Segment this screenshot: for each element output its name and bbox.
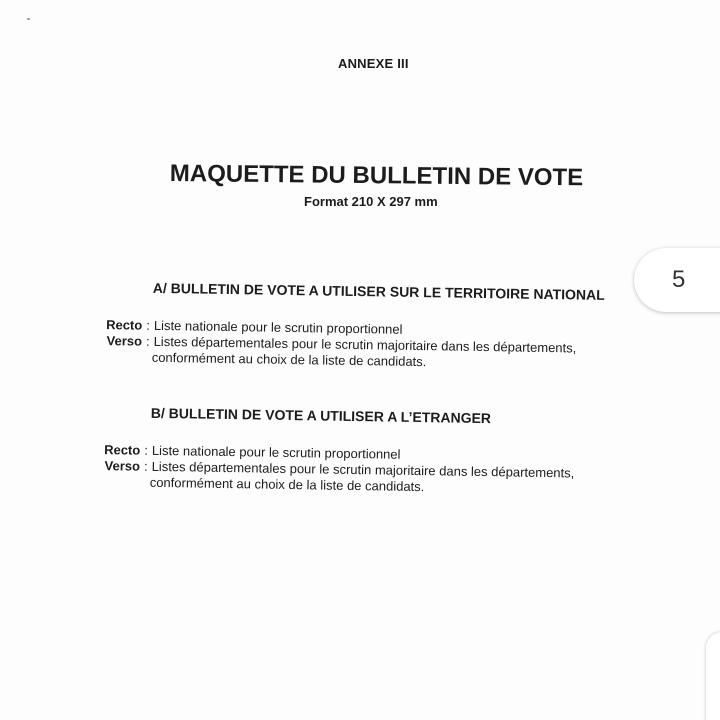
verso-text: Listes départementales pour le scrutin majoritaire dans les départements, [151,458,575,481]
separator: : [143,458,148,474]
page-number-badge[interactable] [634,248,720,312]
document-title: MAQUETTE DU BULLETIN DE VOTE [169,160,584,192]
document-subtitle: Format 210 X 297 mm [304,194,438,209]
section-heading: B/ BULLETIN DE VOTE A UTILISER A L’ETRANGER [150,404,492,427]
viewer-corner-control[interactable] [706,632,720,720]
verso-label: Verso [106,333,143,349]
page-number: 5 [672,266,686,293]
verso-text-continued: conformément au choix de la liste de candidats. [149,474,425,495]
verso-text-continued: conformément au choix de la liste de candidats. [151,349,427,370]
separator: : [146,317,151,333]
annex-label: ANNEXE III [338,56,409,71]
section-b [98,404,576,497]
separator: : [145,333,150,349]
section-a [100,279,605,373]
verso-text: Listes départementales pour le scrutin majoritaire dans les départements, [153,333,577,356]
scan-speck [27,18,30,20]
separator: : [144,442,149,458]
recto-text: Liste nationale pour le scrutin proportionnel [153,317,403,337]
recto-label: Recto [104,442,141,458]
verso-label: Verso [104,458,141,474]
recto-text: Liste nationale pour le scrutin proportionnel [151,442,401,462]
section-heading: A/ BULLETIN DE VOTE A UTILISER SUR LE TERRITOIRE NATIONAL [152,279,605,303]
recto-label: Recto [106,317,143,333]
